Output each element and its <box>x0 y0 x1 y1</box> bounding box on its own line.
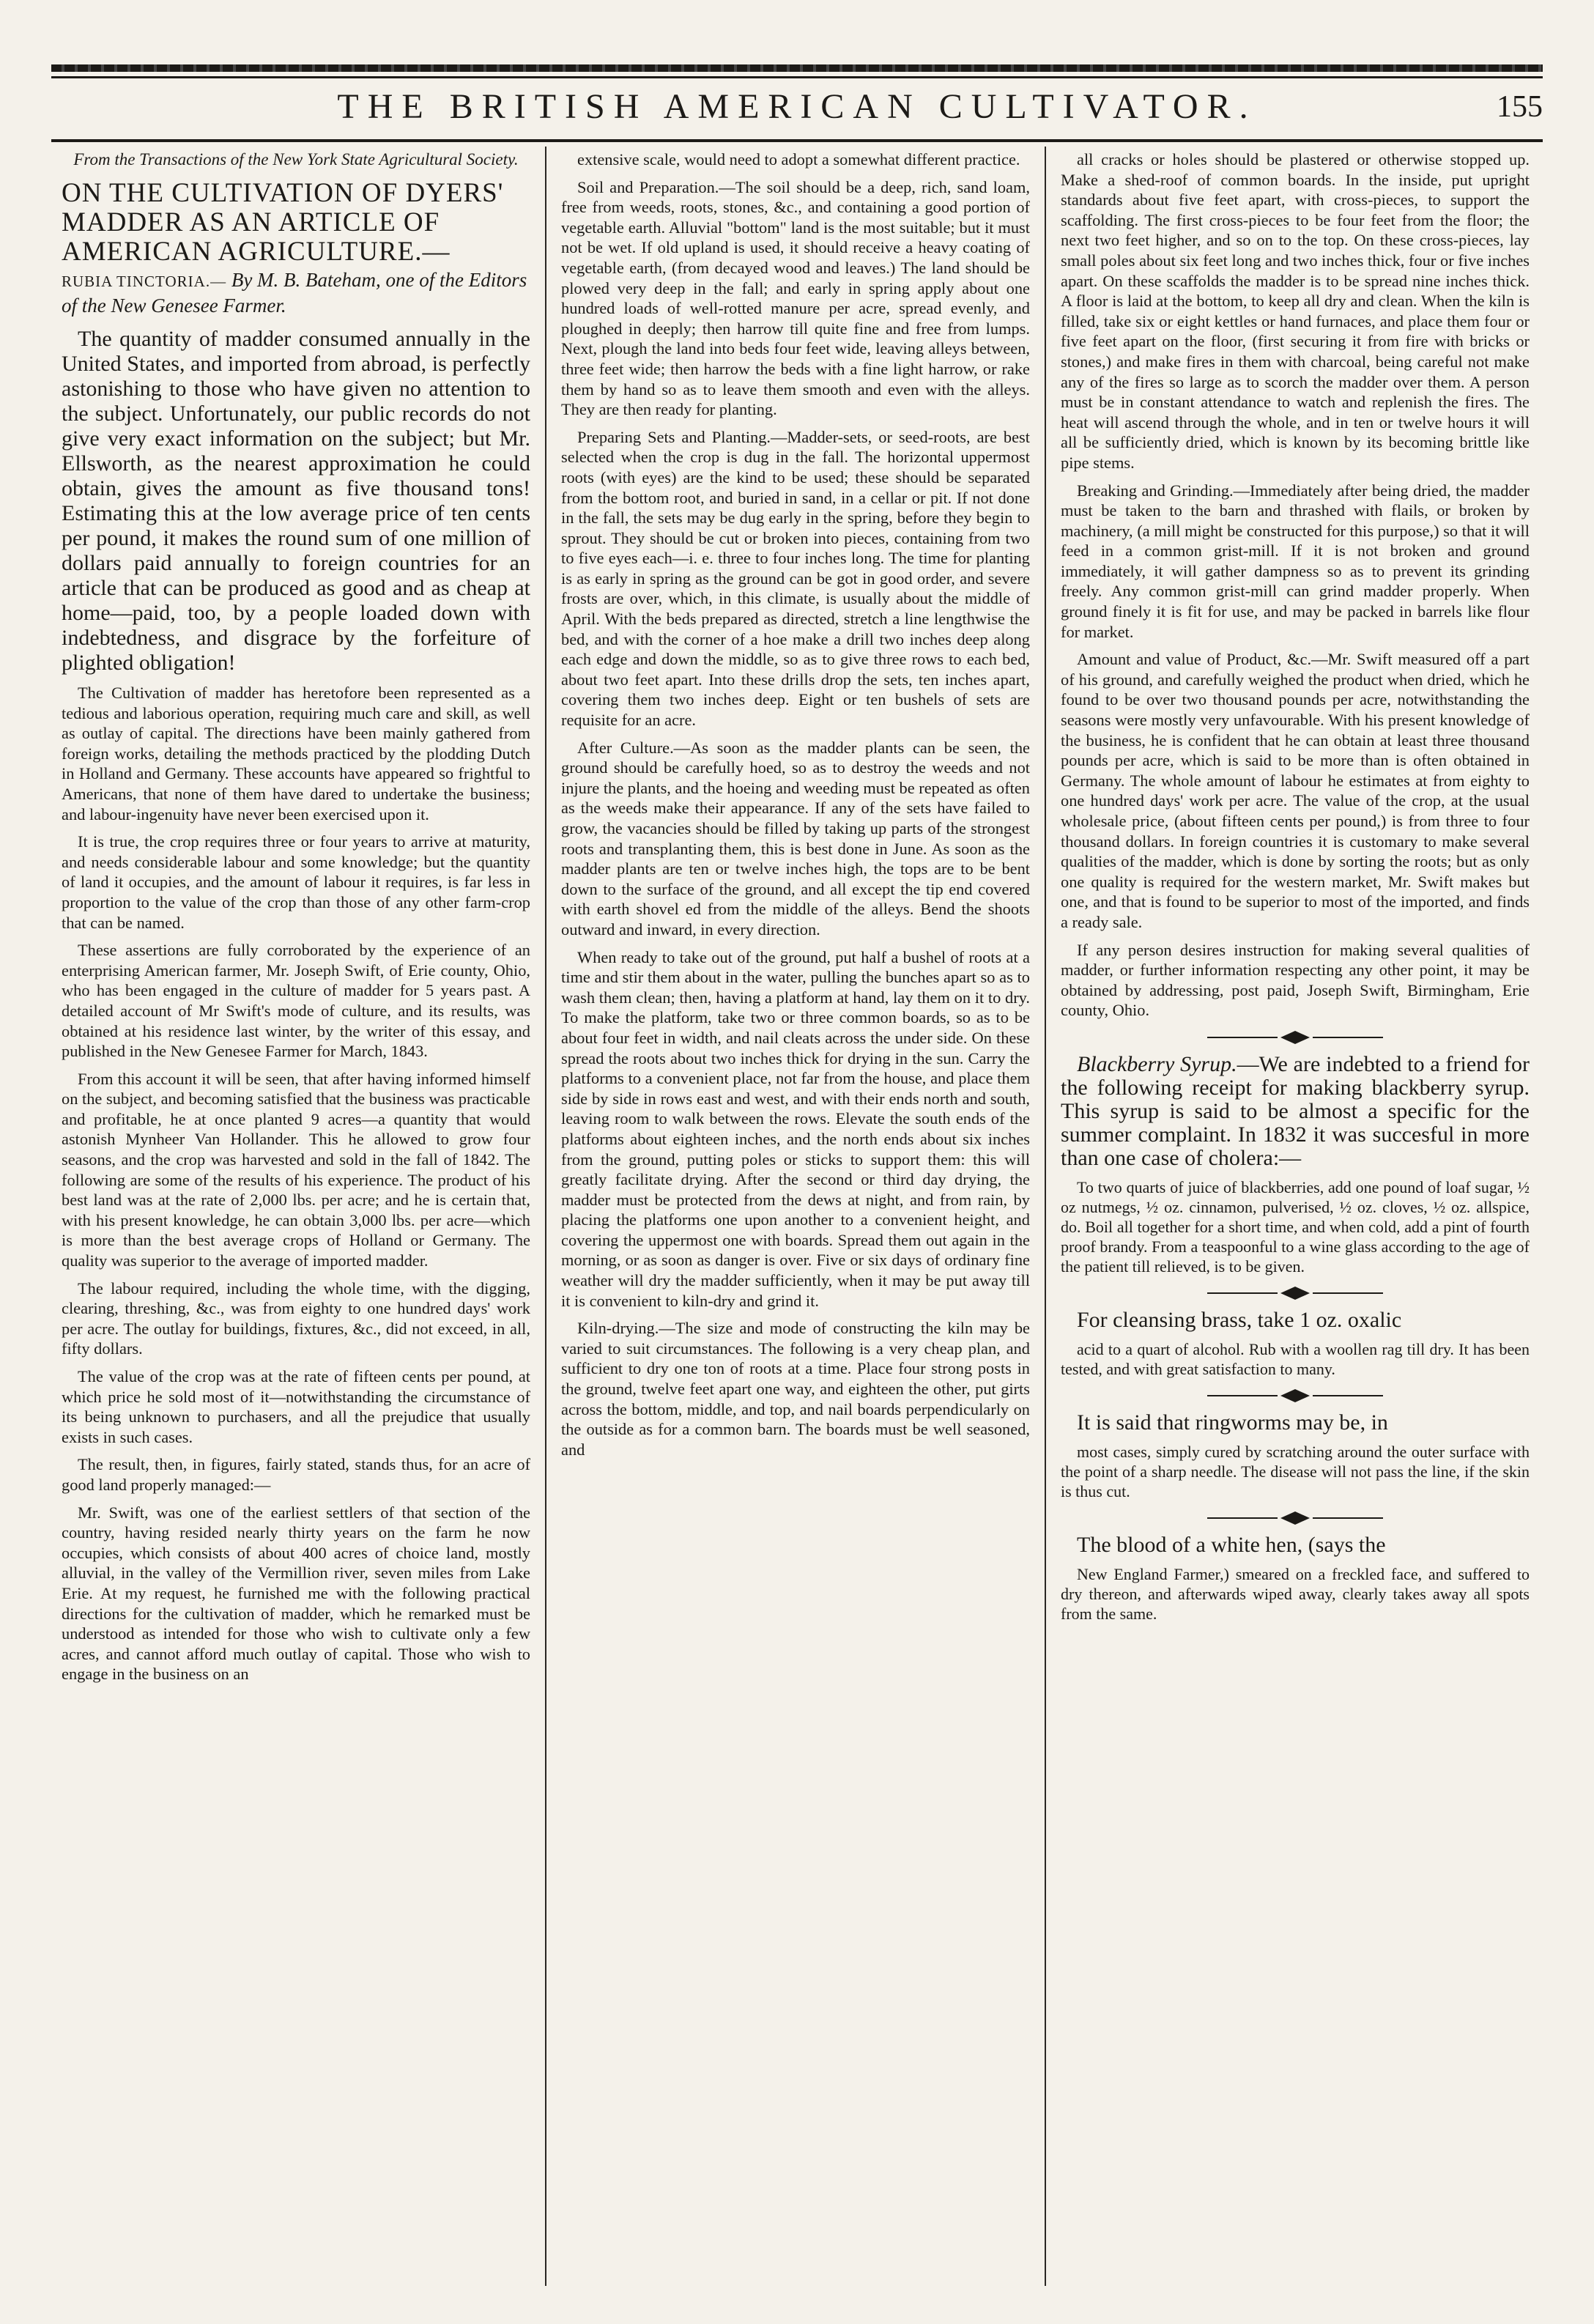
section-ornament <box>1207 1388 1383 1404</box>
masthead <box>51 86 1543 138</box>
paragraph: Amount and value of Product, &c.—Mr. Swift measured off a part of his ground, and carefully weighed the product when dried, which he found to be over two thousand pounds per acre, notwithstanding the seasons were mostly very unfavourable. With his present knowledge of the business, he is confident that he can obtain at least three thousand pounds per acre, which is said to be more than is often obtained in Germany. The whole amount of labour he estimates at from eighty to one hundred days' work per acre. The value of the crop, at the usual wholesale price, (about fifteen cents per pound,) is from three to four thousand dollars. In foreign countries it is customary to make several qualities of the madder, which is done by sorting the roots; but as only one quality is required for the western market, Mr. Swift makes but one, and that is found to be superior to most of the imported, and finds a ready sale. <box>1061 650 1530 931</box>
paragraph: The value of the crop was at the rate of fifteen cents per pound, at which price he sold most of it—notwithstanding the circumstance of its being unknown to purchasers, and all the prejudice that usually exists in such cases. <box>62 1367 530 1446</box>
article-title: ON THE CULTIVATION OF DYERS' MADDER AS AN ARTICLE OF AMERICAN AGRICULTURE.— <box>62 178 504 267</box>
column-3 <box>1061 149 1530 2289</box>
paragraph: It is true, the crop requires three or four years to arrive at maturity, and needs considerable labour and some knowledge; but the quantity of land it occupies, and the amount of labour it requires, is far less in proportion to the value of the crop than those of any other farm-crop that can be named. <box>62 832 530 932</box>
blackberry-paragraph <box>1061 1053 1530 1170</box>
article-source: From the Transactions of the New York State Agricultural Society. <box>73 150 519 169</box>
paragraph: Preparing Sets and Planting.—Madder-sets, or seed-roots, are best selected when the crop is dug in the fall. The horizontal uppermost roots (with eyes) are the kind to be used; these should be separated from the bottom root, and buried in sand, in a cellar or pit. If not done in the fall, the sets may be dug early in the spring, before they begin to sprout. They should be cut or broken into pieces, containing from two to five eyes each—i. e. three to four inches long. The time for planting is as early in spring as the ground can be got in good order, and severe frosts are over, which, in this climate, is usually about the middle of April. With the beds prepared as directed, stretch a line lengthwise the bed, and with the corner of a hoe make a drill two inches deep along each edge and down the middle, so as to give three rows to each bed, about two feet apart. Into these drills drop the sets, ten inches apart, covering them two inches deep. Eight or ten bushels of sets are requisite for an acre. <box>561 427 1030 730</box>
byline-author: By M. B. Bateham, one of the Editors of the New Genesee Farmer. <box>62 269 527 317</box>
publication-title: THE BRITISH AMERICAN CULTIVATOR. <box>337 87 1257 126</box>
paragraph: When ready to take out of the ground, put half a bushel of roots at a time and stir them about in the water, pulling the bunches apart so as to wash them clean; then, having a platform at hand, lay them on it to dry. To make the platform, take two or three common boards, so as to be about four feet in width, and nail cleats across the under side. On these spread the roots about two inches thick for drying in the sun. Carry the platforms to a convenient place, not far from the house, and place them side by side in rows east and west, and with their ends north and south, leaving room to walk between the rows. Elevate the south ends of the platforms about eighteen inches, and the north ends about six inches from the ground, putting poles or sticks to support them: this will greatly facilitate drying. After the second or third day drying, the madder must be protected from the dews at night, and from rain, by placing the platforms one upon another to a convenient height, and covering the uppermost one with boards. Spread them out again in the morning, or as soon as danger is over. Five or six days of ordinary fine weather will dry the madder sufficiently, when it may be put away till it is convenient to kiln-dry and grind it. <box>561 947 1030 1310</box>
ringworm-text: most cases, simply cured by scratching around the outer surface with the point of a sharp needle. The disease will not pass the line, if the skin is thus cut. <box>1061 1442 1530 1500</box>
byline-latin: RUBIA TINCTORIA.— <box>62 273 227 290</box>
paragraph: extensive scale, would need to adopt a somewhat different practice. <box>577 150 1020 169</box>
top-ornamental-rule <box>51 64 1543 72</box>
hen-text: New England Farmer,) smeared on a freckled face, and suffered to dry thereon, and afterwards wiped away, clearly takes away all spots from the same. <box>1061 1564 1530 1623</box>
blackberry-lead: —We are indebted to a friend for the following receipt for making blackberry syrup. This syrup is said to be almost a specific for the summer complaint. In 1832 it was succesful in more than one case of cholera:— <box>1061 1051 1530 1170</box>
page-number: 155 <box>1497 90 1543 124</box>
paragraph: Soil and Preparation.—The soil should be a deep, rich, sand loam, free from weeds, roots, stones, &c., and containing a good portion of vegetable earth. Alluvial "bottom" land is the most suitable; but it must not be wet. If old upland is used, it should receive a heavy coating of vegetable earth, (from decayed wood and leaves.) The land should be plowed very deep in the fall; and early in spring apply about one hundred loads of well-rotted manure per acre, spread evenly, and ploughed in deeply; then harrow till quite fine and free from lumps. Next, plough the land into beds four feet wide, leaving alleys between, three feet wide; then harrow the beds with a fine light harrow, or rake them by hand so as to leave them smooth and even with the alleys. They are then ready for planting. <box>561 177 1030 419</box>
blackberry-title: Blackberry Syrup. <box>1077 1051 1237 1076</box>
ringworm-lead: It is said that ringworms may be, in <box>1077 1410 1388 1435</box>
brass-text: acid to a quart of alcohol. Rub with a woollen rag till dry. It has been tested, and with great satisfaction to many. <box>1061 1339 1530 1378</box>
paragraph: The result, then, in figures, fairly stated, stands thus, for an acre of good land properly managed:— <box>62 1455 530 1494</box>
paragraph: Breaking and Grinding.—Immediately after being dried, the madder must be taken to the barn and thrashed with flails, or broken by machinery, (a mill might be constructed for this purpose,) so that it will feed in a common grist-mill. If it is not broken and ground immediately, it will gather dampness so as to prevent its grinding freely. Any common grist-mill can grind madder properly. When ground finely it is fit for use, and may be packed in barrels like flour for market. <box>1061 481 1530 641</box>
column-divider <box>545 147 546 2286</box>
paragraph: The Cultivation of madder has heretofore been represented as a tedious and laborious operation, requiring much care and skill, as well as outlay of capital. The directions have been mainly gathered from foreign works, detailing the methods practiced by the plodding Dutch in Holland and Germany. These accounts have appeared so frightful to Americans, that none of them have dared to undertake the business; and labour-ingenuity have never been exercised upon it. <box>62 684 530 824</box>
paragraph: Kiln-drying.—The size and mode of constructing the kiln may be varied to suit circumstances. The following is a very cheap plan, and sufficient to dry one ton of roots at a time. Place four strong posts in the ground, twelve feet apart one way, and eighteen the other, put girts across the bottom, middle, and top, and nail boards perpendicularly on the outside as for a common barn. The boards must be well seasoned, and <box>561 1319 1030 1459</box>
blackberry-recipe: To two quarts of juice of blackberries, add one pound of loaf sugar, ½ oz nutmegs, ½ oz. cinnamon, pulverised, ½ oz. cloves, ½ oz. allspice, do. Boil all together for a short time, and when cold, add a pint of fourth proof brandy. From a teaspoonful to a wine glass according to the age of the patient till relieved, is to be given. <box>1061 1177 1530 1276</box>
article-byline <box>62 268 530 318</box>
paragraph: These assertions are fully corroborated by the experience of an enterprising American farmer, Mr. Joseph Swift, of Erie county, Ohio, who has been engaged in the culture of madder for 5 years past. A detailed account of Mr Swift's mode of culture, and its results, was obtained at his residence last winter, by the writer of this essay, and published in the New Genesee Farmer for March, 1843. <box>62 941 530 1061</box>
header-rule <box>51 139 1543 142</box>
hen-lead: The blood of a white hen, (says the <box>1077 1532 1386 1557</box>
section-ornament <box>1207 1285 1383 1301</box>
column-divider <box>1045 147 1046 2286</box>
paragraph: all cracks or holes should be plastered or otherwise stopped up. Make a shed-roof of common boards. In the inside, put upright standards about five feet apart, with cross-pieces, to support the scaffolding. The first cross-pieces to be four feet from the floor; the next two feet higher, and so on to the top. On these cross-pieces, lay small poles about six feet long and two inches thick, four or five inches apart. On these scaffolds the madder is to be spread nine inches thick. A floor is laid at the bottom, to keep all dry and clean. When the kiln is filled, take six or eight kettles or hand furnaces, and place them four or five feet apart on the floor, (first securing it from fire with bricks or stones,) and make fires in them with charcoal, being careful not make any of the fires so large as to scorch the madder over them. A person must be in constant attendance to watch and replenish the fires. The heat will ascend through the whole, and in ten or twelve hours it will all be sufficiently dried, which is known by its becoming brittle like pipe stems. <box>1061 150 1530 472</box>
column-1 <box>62 149 530 2289</box>
column-2 <box>561 149 1030 2289</box>
paragraph: The labour required, including the whole time, with the digging, clearing, threshing, &c., was from eighty to one hundred days' work per acre. The outlay for buildings, fixtures, &c., did not exceed, in all, fifty dollars. <box>62 1278 530 1358</box>
top-thin-rule <box>51 76 1543 78</box>
paragraph: Mr. Swift, was one of the earliest settlers of that section of the country, having resided nearly thirty years on the farm he now occupies, which consists of about 400 acres of choice land, mostly alluvial, in the valley of the Vermillion river, seven miles from Lake Erie. At my request, he furnished me with the following practical directions for the cultivation of madder, which he remarked must be understood as intended for those who wish to cultivate only a few acres, and cannot afford much outlay of capital. Those who wish to engage in the business on an <box>62 1503 530 1684</box>
brass-lead: For cleansing brass, take 1 oz. oxalic <box>1077 1307 1402 1332</box>
paragraph: After Culture.—As soon as the madder plants can be seen, the ground should be carefully hoed, so as to destroy the weeds and not injure the plants, and the hoeing and weeding must be repeated as often as the weeds make their appearance. If any of the sets have failed to grow, the vacancies should be filled by taking up parts of the strongest roots and transplanting them, this is best done in June. As soon as the madder plants are ten or twelve inches high, the tops are to be bent down to the surface of the ground, and all except the tip end covered with earth shovel ed from the middle of the alleys. Bend the shoots outward and inward, in every direction. <box>561 738 1030 939</box>
paragraph: If any person desires instruction for making several qualities of madder, or further information respecting any other point, it may be obtained by addressing, post paid, Joseph Swift, Birmingham, Erie county, Ohio. <box>1061 940 1530 1020</box>
paragraph: From this account it will be seen, that after having informed himself on the subject, and becoming satisfied that the business was practicable and profitable, he at once planted 9 acres—a quantity that would astonish Mynheer Van Hollander. This he allowed to grow four seasons, and the crop was harvested and sold in the fall of 1842. The following are some of the results of his experience. The product of his best land was at the rate of 2,000 lbs. per acre; and he is certain that, with his present knowledge, he can obtain 3,000 lbs. per acre—which is more than the best average crops of Holland or Germany. The quality was superior to the average of imported madder. <box>62 1069 530 1270</box>
section-ornament <box>1207 1029 1383 1046</box>
paragraph: The quantity of madder consumed annually in the United States, and imported from abroad, is perfectly astonishing to those who have given no attention to the subject. Unfortunately, our public records do not give very exact information on the subject; but Mr. Ellsworth, as the nearest approximation he could obtain, gives the amount as five thousand tons! Estimating this at the low average price of ten cents per pound, it makes the round sum of one million of dollars paid annually to foreign countries for an article that can be produced as good and as cheap at home—paid, too, by a people loaded down with indebtedness, and disgrace by the forfeiture of plighted obligation! <box>62 327 530 675</box>
section-ornament <box>1207 1510 1383 1526</box>
